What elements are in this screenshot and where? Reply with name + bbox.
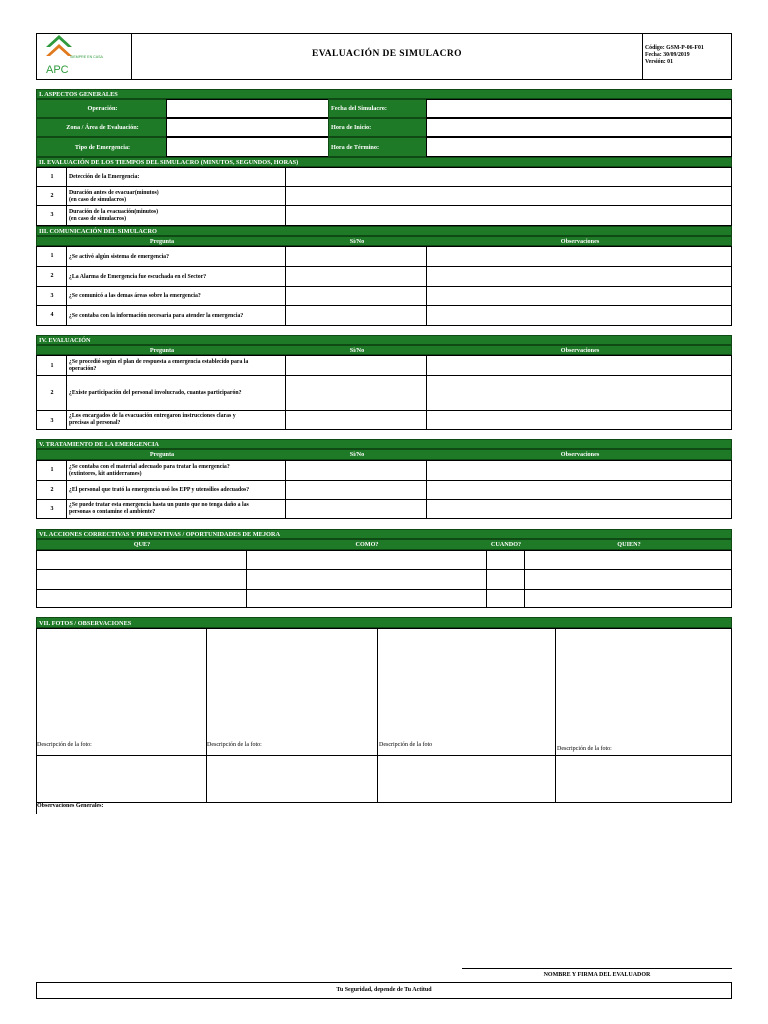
photo-4-description-label: Descripción de la foto: [557,746,612,752]
page-title: EVALUACIÓN DE SIMULACRO [312,49,462,59]
s3-row-3-question-cell: ¿Se comunicó a las demas áreas sobre la emergencia? [66,286,286,306]
s5-col-sino: Si/No [349,451,365,458]
fecha-field[interactable] [426,99,732,118]
fecha-label-cell: Fecha del Simulacro: [328,99,427,118]
s3-row-1-question-cell: ¿Se activó algún sistema de emergencia? [66,246,286,267]
signature-label: NOMBRE Y FIRMA DEL EVALUADOR [543,972,651,978]
section-1-header: I. ASPECTOS GENERALES [36,89,732,99]
section-3-header: III. COMUNICACIÓN DEL SIMULACRO [36,226,732,236]
s6-col-que: QUE? [133,541,151,548]
s3-row-2-num-cell: 2 [36,266,67,287]
s4-row-3-sino[interactable] [285,410,427,430]
zona-field[interactable] [166,118,329,137]
s3-row-3-obs[interactable] [426,286,732,306]
s6-row-2-cuando[interactable] [486,569,525,590]
inicio-label-cell: Hora de Inicio: [328,118,427,137]
s5-col-observaciones: Observaciones [560,451,600,458]
s5-row-2-obs[interactable] [426,480,732,500]
s4-col-pregunta: Pregunta [149,347,175,354]
s3-row-1-obs[interactable] [426,246,732,267]
s5-row-1-sino[interactable] [285,460,427,481]
s6-row-3-cuando[interactable] [486,589,525,608]
s6-row-2-que[interactable] [36,569,247,590]
s2-row-1-num-cell: 1 [36,167,67,187]
logo-tagline: SIEMPRE EN CASA [70,55,103,59]
s3-row-3-num-cell: 3 [36,286,67,306]
s5-row-2-sino[interactable] [285,480,427,500]
s4-row-3-num-cell: 3 [36,410,67,430]
s3-row-3-sino[interactable] [285,286,427,306]
s2-row-2-num-cell: 2 [36,186,67,206]
s5-row-3-obs[interactable] [426,499,732,519]
s3-col-pregunta: Pregunta [149,238,175,245]
s6-row-1-quien[interactable] [524,550,732,570]
s5-row-1-obs[interactable] [426,460,732,481]
s6-row-1-como[interactable] [246,550,487,570]
tipo-label-cell: Tipo de Emergencia: [36,137,167,157]
observaciones-generales-label: Observaciones Generales: [37,803,104,809]
s3-row-4-obs[interactable] [426,305,732,326]
s2-row-2-value[interactable] [285,186,732,206]
s3-row-2-question-cell: ¿La Alarma de Emergencia fue escuchada en el Sector? [66,266,286,287]
s4-row-1-question-cell: ¿Se procedió según el plan de respuesta a emergencia establecido para la operación? [66,355,286,376]
s2-row-3-num-cell: 3 [36,205,67,226]
tipo-field[interactable] [166,137,329,157]
section-4-header: IV. EVALUACIÓN [36,335,732,345]
s4-column-header-row [36,345,732,355]
doc-version: Versión: 01 [645,59,673,65]
s6-row-2-quien[interactable] [524,569,732,590]
s6-col-cuando: CUANDO? [490,541,522,548]
operacion-label-cell: Operación: [36,99,167,118]
s5-row-3-question-cell: ¿Se puede tratar esta emergencia hasta un punto que no tenga daño a las personas o contamine el ambiente? [66,499,286,519]
termino-field[interactable] [426,137,732,157]
doc-code: Código: GSM-P-06-F01 [645,45,704,51]
photo-2-box[interactable] [206,628,378,803]
inicio-field[interactable] [426,118,732,137]
s6-row-1-que[interactable] [36,550,247,570]
s4-row-1-sino[interactable] [285,355,427,376]
photo-4-box[interactable] [555,628,732,803]
s6-col-quien: QUIEN? [617,541,641,548]
s5-col-pregunta: Pregunta [149,451,175,458]
photo-3-box[interactable] [377,628,556,803]
s3-row-1-num-cell: 1 [36,246,67,267]
s4-row-2-question-cell: ¿Existe participación del personal involucrado, cuantas participarón? [66,375,286,411]
s5-row-1-question-cell: ¿Se contaba con el material adecuado para tratar la emergencia? (extintores, kit antiderrames) [66,460,286,481]
s3-row-2-sino[interactable] [285,266,427,287]
s5-row-2-num-cell: 2 [36,480,67,500]
section-2-header: II. EVALUACIÓN DE LOS TIEMPOS DEL SIMULACRO (MINUTOS, SEGUNDOS, HORAS) [36,157,732,167]
s5-row-1-num-cell: 1 [36,460,67,481]
s4-row-2-num-cell: 2 [36,375,67,411]
s6-column-header-row [36,539,732,550]
photo-2-description-label: Descripción de la foto: [207,742,262,748]
s4-row-3-obs[interactable] [426,410,732,430]
s6-row-1-cuando[interactable] [486,550,525,570]
section-6-header: VI. ACCIONES CORRECTIVAS Y PREVENTIVAS / OPORTUNIDADES DE MEJORA [36,529,732,539]
s3-column-header-row [36,236,732,246]
s4-row-3-question-cell: ¿Los encargados de la evacuación entregaron instrucciones claras y precisas al personal? [66,410,286,430]
s2-row-1-value[interactable] [285,167,732,187]
s2-row-3-value[interactable] [285,205,732,226]
s4-row-1-num-cell: 1 [36,355,67,376]
s6-col-como: COMO? [355,541,379,548]
photo-1-description-label: Descripción de la foto: [37,742,92,748]
zona-label-cell: Zona / Área de Evaluación: [36,118,167,137]
s3-row-4-question-cell: ¿Se contaba con la información necesaria para atender la emergencia? [66,305,286,326]
s3-row-2-obs[interactable] [426,266,732,287]
signature-line [462,968,732,969]
s5-row-3-sino[interactable] [285,499,427,519]
s4-row-2-sino[interactable] [285,375,427,411]
footer-slogan: Tu Seguridad, depende de Tu Actitud [336,987,432,993]
s3-row-1-sino[interactable] [285,246,427,267]
s4-col-observaciones: Observaciones [560,347,600,354]
s3-row-4-sino[interactable] [285,305,427,326]
s6-row-2-como[interactable] [246,569,487,590]
s6-row-3-que[interactable] [36,589,247,608]
apc-logo [40,35,128,78]
s4-col-sino: Si/No [349,347,365,354]
s4-row-2-obs[interactable] [426,375,732,411]
termino-label-cell: Hora de Término: [328,137,427,157]
photo-desc-divider [36,755,732,756]
logo-wordmark: APC [46,64,69,76]
footer-slogan-box [36,982,732,999]
s5-row-2-question-cell: ¿El personal que trató la emergencia usó los EPP y utensilios adecuados? [66,480,286,500]
s4-row-1-obs[interactable] [426,355,732,376]
s2-row-1-label-cell: Detección de la Emergencia: [66,167,286,187]
photo-1-box[interactable] [36,628,207,803]
s2-row-2-label-cell: Duración antes de evacuar(minutos) (en caso de simulacros) [66,186,286,206]
s3-col-sino: Si/No [349,238,365,245]
s2-row-3-label-cell: Duración de la evacuación(minutos) (en caso de simulacros) [66,205,286,226]
s5-column-header-row [36,449,732,460]
s6-row-3-como[interactable] [246,589,487,608]
section-7-header: VII. FOTOS / OBSERVACIONES [36,617,732,628]
header-info-divider [642,33,643,80]
s5-row-3-num-cell: 3 [36,499,67,519]
s3-col-observaciones: Observaciones [560,238,600,245]
s6-row-3-quien[interactable] [524,589,732,608]
doc-date: Fecha: 30/09/2019 [645,52,690,58]
operacion-field[interactable] [166,99,329,118]
photo-3-description-label: Descripción de la foto [379,742,433,748]
section-5-header: V. TRATAMIENTO DE LA EMERGENCIA [36,439,732,449]
s3-row-4-num-cell: 4 [36,305,67,326]
